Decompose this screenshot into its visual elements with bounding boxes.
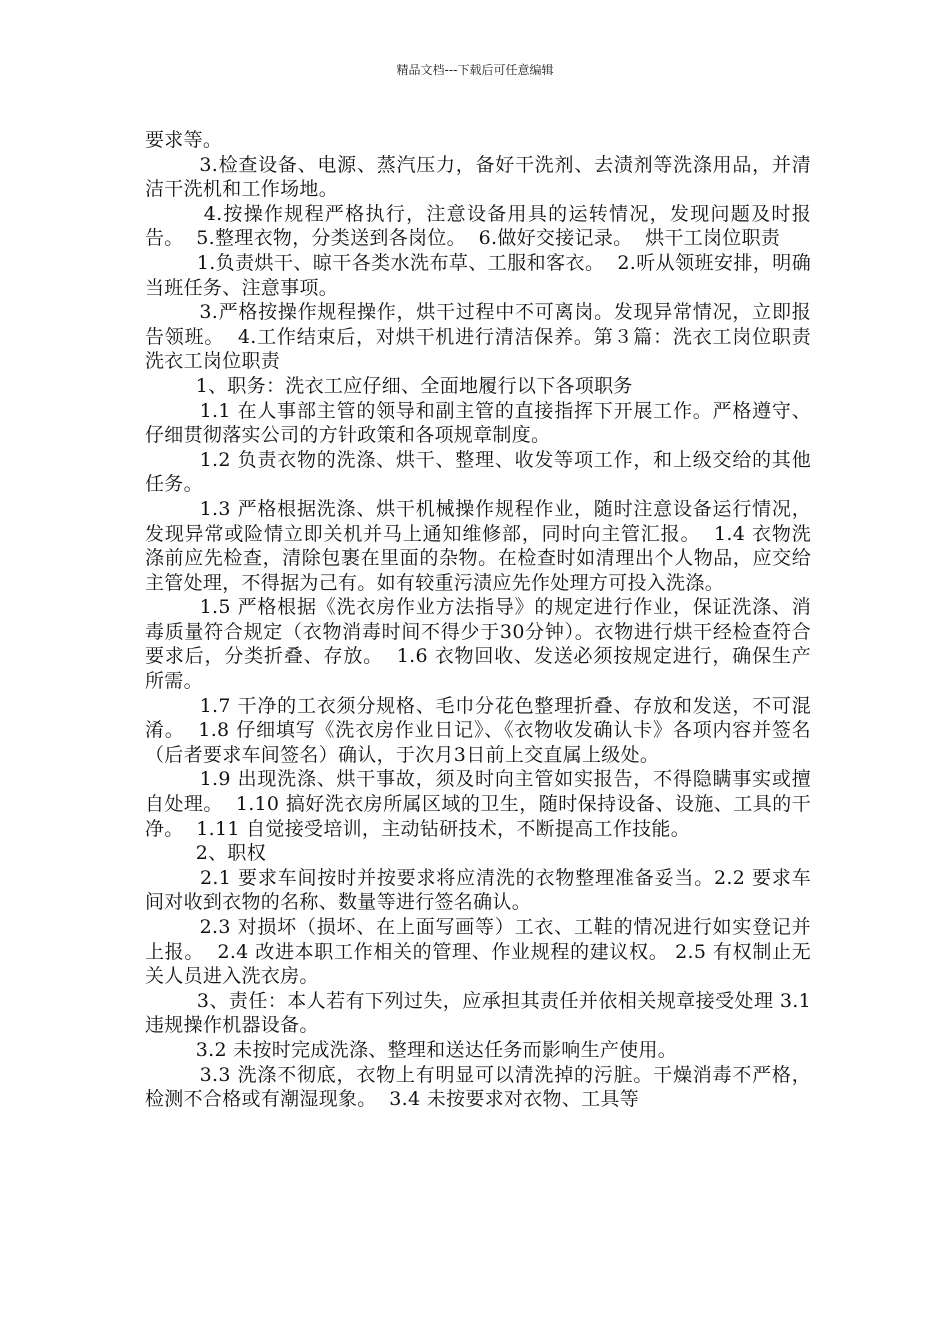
paragraph: 3.3 洗涤不彻底，衣物上有明显可以清洗掉的污脏。干燥消毒不严格，检测不合格或有潮湿现象。 3.4 未按要求对衣物、工具等 (145, 1063, 811, 1111)
paragraph: 1.5 严格根据《洗衣房作业方法指导》的规定进行作业，保证洗涤、消毒质量符合规定（衣物消毒时间不得少于30分钟）。衣物进行烘干经检查符合要求后，分类折叠、存放。 1.6 衣物回收、发送必须按规定进行，确保生产所需。 (145, 596, 811, 693)
paragraph: 3、责任：本人若有下列过失，应承担其责任并依相关规章接受处理 3.1 违规操作机器设备。 (145, 989, 818, 1037)
paragraph: 2.3 对损坏（损坏、在上面写画等）工衣、工鞋的情况进行如实登记并上报。 2.4 改进本职工作相关的管理、作业规程的建议权。 2.5 有权制止无关人员进入洗衣房。 (145, 916, 811, 988)
page-header: 精品文档---下载后可任意编辑 (396, 63, 554, 77)
paragraph: 1.7 干净的工衣须分规格、毛巾分花色整理折叠、存放和发送，不可混淆。 1.8 仔细填写《洗衣房作业日记》、《衣物收发确认卡》各项内容并签名（后者要求车间签名）确认，于次月3日前上交直属上级处。 (145, 694, 811, 766)
paragraph: 2、职权 (145, 842, 267, 865)
paragraph: 1.9 出现洗涤、烘干事故，须及时向主管如实报告，不得隐瞒事实或擅自处理。 1.10 搞好洗衣房所属区域的卫生，随时保持设备、设施、工具的干净。 1.11 自觉接受培训，主动钻研技术，不断提高工作技能。 (145, 768, 811, 840)
paragraph: 3.严格按操作规程操作，烘干过程中不可离岗。发现异常情况，立即报告领班。 4.工作结束后，对烘干机进行清洁保养。第３篇：洗衣工岗位职责洗衣工岗位职责 (145, 301, 812, 373)
document-body (145, 128, 818, 1112)
paragraph: 1、职务：洗衣工应仔细、全面地履行以下各项职务 (145, 374, 633, 397)
paragraph: 1.3 严格根据洗涤、烘干机械操作规程作业，随时注意设备运行情况，发现异常或险情立即关机并马上通知维修部，同时向主管汇报。 1.4 衣物洗涤前应先检查，清除包裹在里面的杂物。在检查时如清理出个人物品，应交给主管处理，不得据为己有。如有较重污渍应先作处理方可投入洗涤。 (145, 497, 811, 594)
paragraph: 1.负责烘干、晾干各类水洗布草、工服和客衣。 2.听从领班安排，明确当班任务、注意事项。 (145, 251, 811, 299)
paragraph: 2.1 要求车间按时并按要求将应清洗的衣物整理准备妥当。2.2 要求车间对收到衣物的名称、数量等进行签名确认。 (145, 866, 811, 914)
paragraph: 4.按操作规程严格执行，注意设备用具的运转情况，发现问题及时报告。 5.整理衣物，分类送到各岗位。 6.做好交接记录。 烘干工岗位职责 (145, 202, 811, 250)
paragraph: 3.2 未按时完成洗涤、整理和送达任务而影响生产使用。 (145, 1038, 678, 1061)
paragraph: 3.检查设备、电源、蒸汽压力，备好干洗剂、去渍剂等洗涤用品，并清洁干洗机和工作场地。 (145, 153, 812, 201)
paragraph: 1.1 在人事部主管的领导和副主管的直接指挥下开展工作。严格遵守、仔细贯彻落实公司的方针政策和各项规章制度。 (145, 399, 811, 447)
paragraph: 1.2 负责衣物的洗涤、烘干、整理、收发等项工作，和上级交给的其他任务。 (145, 448, 811, 496)
paragraph: 要求等。 (145, 129, 223, 151)
